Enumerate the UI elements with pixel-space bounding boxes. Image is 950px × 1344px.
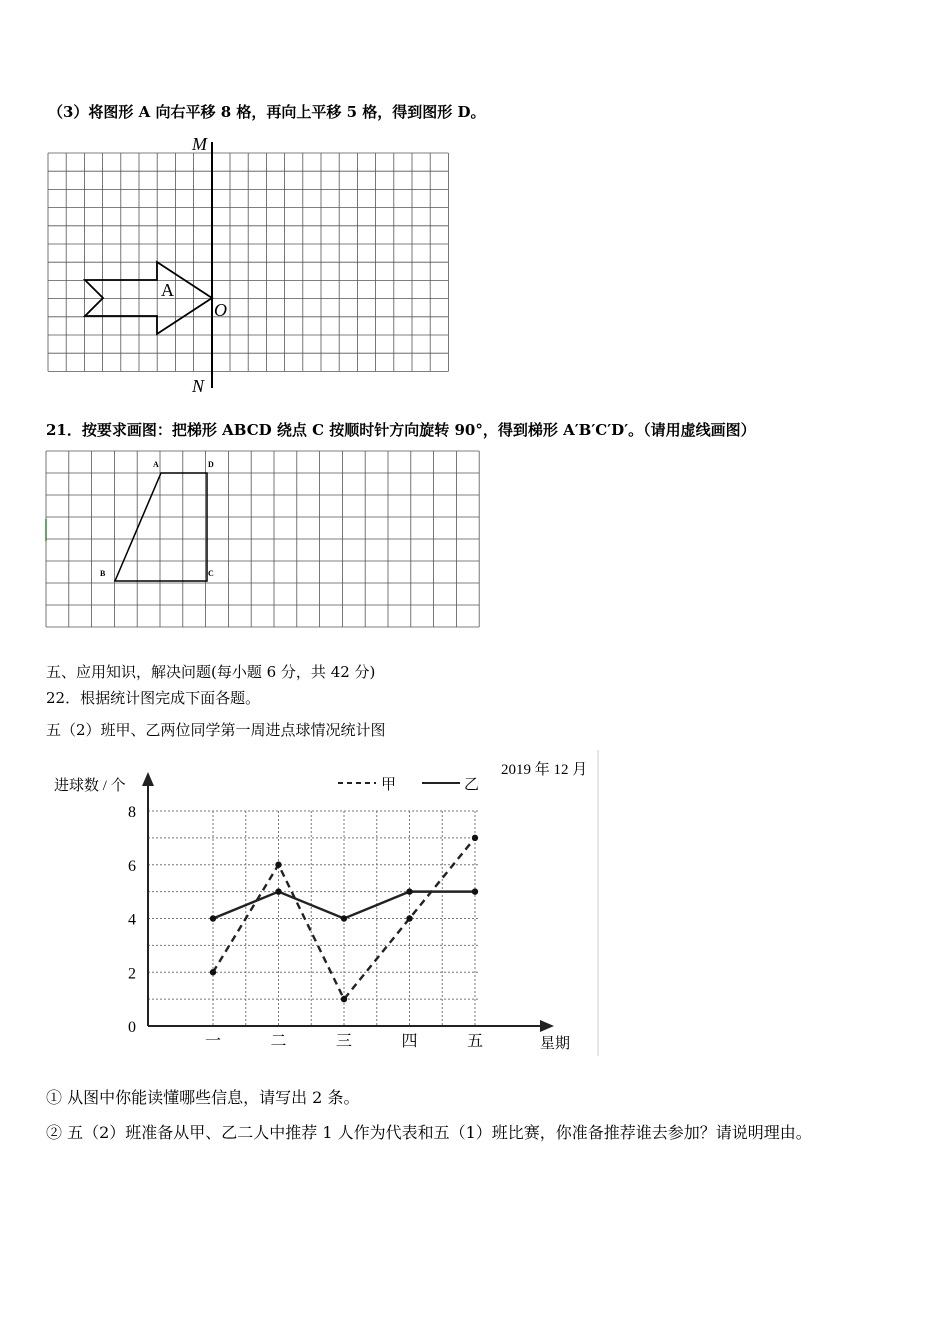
x-tick-label: 四 bbox=[401, 1033, 418, 1050]
y-tick-label: 0 bbox=[128, 1019, 136, 1036]
grid-lines bbox=[48, 153, 448, 371]
legend-yi: 乙 bbox=[464, 777, 480, 793]
label-o: O bbox=[214, 300, 227, 320]
label-b: B bbox=[100, 569, 106, 578]
grid-figure-trapezoid bbox=[40, 445, 485, 635]
question-22-part-1: ① 从图中你能读懂哪些信息，请写出 2 条。 bbox=[46, 1088, 360, 1107]
date-note: 2019 年 12 月 bbox=[501, 762, 588, 778]
data-point-jia bbox=[472, 835, 478, 841]
data-point-jia bbox=[341, 996, 347, 1002]
y-tick-label: 8 bbox=[128, 804, 136, 821]
y-tick-label: 6 bbox=[128, 857, 136, 875]
label-m: M bbox=[192, 134, 207, 154]
question-22: 22．根据统计图完成下面各题。 bbox=[46, 689, 261, 707]
label-n: N bbox=[192, 376, 205, 395]
data-point-yi bbox=[275, 888, 281, 894]
data-point-jia bbox=[210, 969, 216, 975]
x-tick-label: 二 bbox=[270, 1033, 287, 1050]
section-5-heading: 五、应用知识，解决问题(每小题 6 分，共 42 分) bbox=[46, 663, 376, 681]
y-axis-arrow bbox=[142, 772, 154, 786]
x-axis-label: 星期 bbox=[540, 1036, 571, 1052]
label-a: A bbox=[153, 460, 159, 469]
line-chart bbox=[48, 748, 603, 1058]
data-point-yi bbox=[341, 915, 347, 921]
y-axis-label: 进球数 / 个 bbox=[54, 778, 126, 794]
data-point-yi bbox=[472, 888, 478, 894]
grid-figure-a bbox=[40, 130, 460, 395]
y-tick-label: 4 bbox=[128, 911, 136, 929]
data-point-jia bbox=[275, 862, 281, 868]
chart-gridlines bbox=[148, 811, 478, 1026]
data-point-yi bbox=[406, 888, 412, 894]
data-point-jia bbox=[406, 915, 412, 921]
x-tick-label: 五 bbox=[466, 1033, 484, 1050]
shape-a-arrow bbox=[85, 262, 212, 334]
legend-jia: 甲 bbox=[381, 777, 397, 793]
label-d: D bbox=[208, 460, 214, 469]
label-a: A bbox=[161, 280, 174, 300]
x-axis-arrow bbox=[540, 1020, 554, 1032]
chart-caption: 五（2）班甲、乙两位同学第一周进点球情况统计图 bbox=[46, 721, 386, 739]
x-tick-label: 三 bbox=[335, 1033, 353, 1050]
question-21: 21．按要求画图：把梯形 ABCD 绕点 C 按顺时针方向旋转 90°，得到梯形 A′B′C′D′。（请用虚线画图） bbox=[46, 421, 756, 439]
label-c: C bbox=[208, 569, 214, 578]
trapezoid-abcd bbox=[115, 473, 207, 581]
data-point-yi bbox=[210, 915, 216, 921]
grid-lines bbox=[46, 451, 479, 627]
y-tick-label: 2 bbox=[128, 965, 136, 983]
question-22-part-2: ② 五（2）班准备从甲、乙二人中推荐 1 人作为代表和五（1）班比赛，你准备推荐谁去参加？请说明理由。 bbox=[46, 1123, 812, 1142]
x-tick-label: 一 bbox=[204, 1033, 222, 1050]
question-20-part-3: （3）将图形 A 向右平移 8 格，再向上平移 5 格，得到图形 D。 bbox=[48, 103, 486, 121]
